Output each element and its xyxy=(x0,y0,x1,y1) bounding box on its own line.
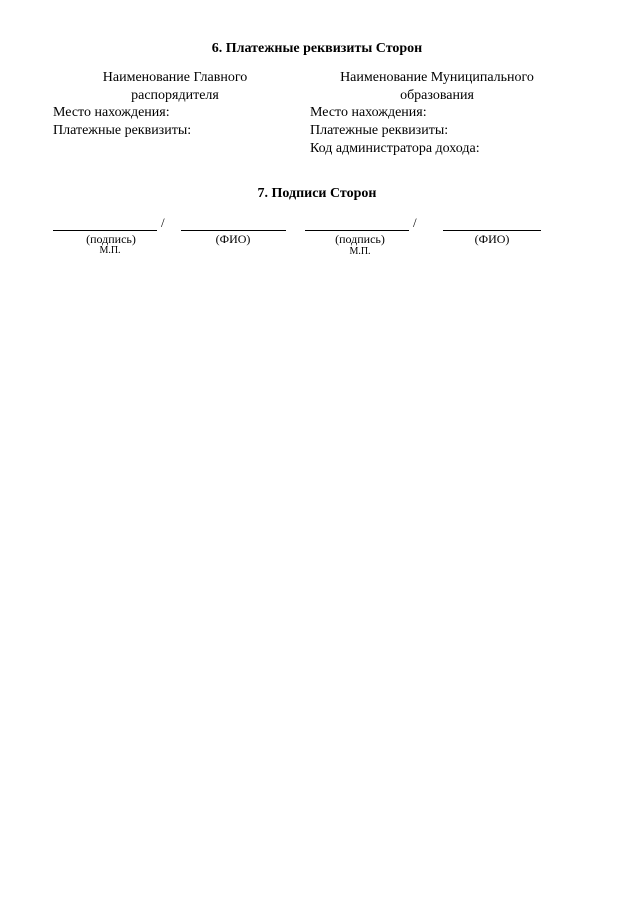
right-party-heading-line1: Наименование Муниципального xyxy=(340,70,534,85)
right-party-heading-line2: образования xyxy=(400,88,474,103)
signatures-section-title: 7. Подписи Сторон xyxy=(257,186,377,201)
right-name-line xyxy=(443,230,541,231)
right-name-caption: (ФИО) xyxy=(474,232,510,246)
left-party-heading xyxy=(60,69,290,105)
right-payment-details-label: Платежные реквизиты: xyxy=(310,123,449,138)
right-revenue-admin-code-label: Код администратора дохода: xyxy=(310,141,480,156)
left-location-label: Место нахождения: xyxy=(53,105,170,120)
left-signature-separator: / xyxy=(161,215,165,230)
left-party-heading-line2: распорядителя xyxy=(131,88,219,103)
right-seal-label: М.П. xyxy=(349,246,371,257)
right-signature-line xyxy=(305,230,409,231)
left-name-line xyxy=(181,230,286,231)
payment-section-title: 6. Платежные реквизиты Сторон xyxy=(211,41,423,56)
left-name-caption: (ФИО) xyxy=(215,232,251,246)
right-signature-caption: (подпись) xyxy=(335,232,385,246)
left-payment-details-label: Платежные реквизиты: xyxy=(53,123,192,138)
right-party-heading xyxy=(302,69,572,105)
left-party-heading-line1: Наименование Главного xyxy=(102,70,248,85)
right-signature-separator: / xyxy=(413,215,417,230)
left-signature-caption: (подпись) xyxy=(86,232,136,246)
right-location-label: Место нахождения: xyxy=(310,105,427,120)
left-signature-line xyxy=(53,230,157,231)
left-seal-label: М.П. xyxy=(99,245,121,256)
